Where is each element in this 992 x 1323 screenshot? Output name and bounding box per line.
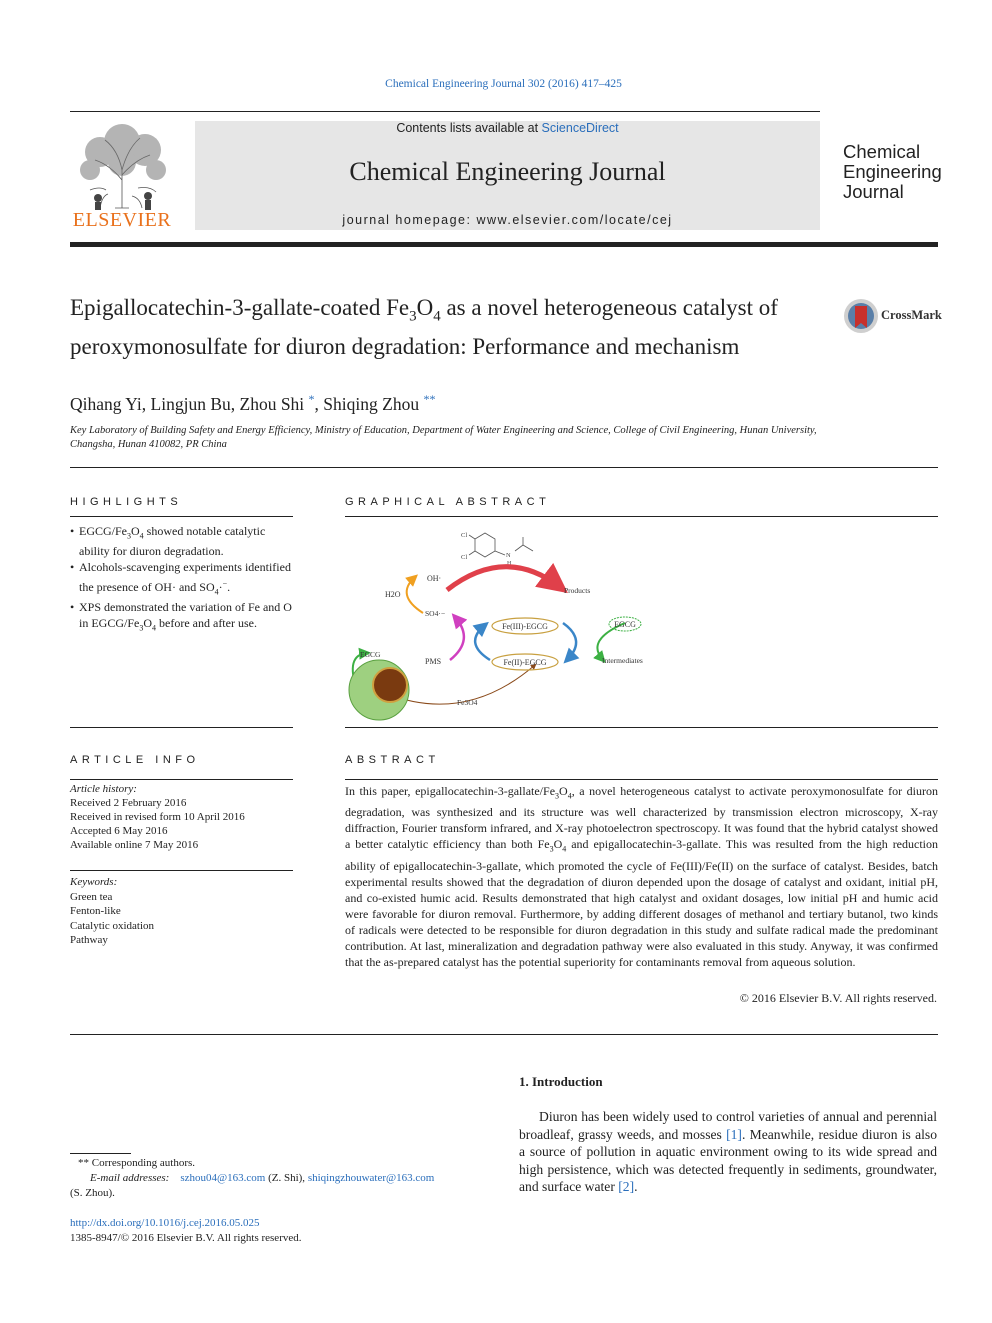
products-label: Products xyxy=(564,586,591,595)
title-subscript: 3 xyxy=(409,308,417,325)
homepage-link[interactable]: www.elsevier.com/locate/cej xyxy=(476,213,673,227)
abstract-copyright: © 2016 Elsevier B.V. All rights reserved. xyxy=(739,991,937,1005)
journal-banner xyxy=(195,121,820,230)
divider xyxy=(70,779,293,780)
history-item: Received in revised form 10 April 2016 xyxy=(70,811,245,823)
highlight-text: showed notable catalytic ability for diuron degradation. xyxy=(79,524,266,559)
molecule-n-label: N xyxy=(506,552,511,559)
egcg-left-label: EGCG xyxy=(360,650,381,659)
highlights-heading: HIGHLIGHTS xyxy=(70,496,183,508)
corresponding-note xyxy=(70,1156,490,1171)
footnote-mark: ** xyxy=(78,1157,89,1169)
crossmark-icon xyxy=(843,298,879,334)
highlight-item xyxy=(70,524,295,560)
affiliation: Key Laboratory of Building Safety and Energy Efficiency, Ministry of Education, Department of Water Engineering and Science, College of Civil Engineering, Hunan University, Changsha, Hunan 410082, PR China xyxy=(70,425,817,450)
highlight-subscript: 4 xyxy=(214,587,219,597)
highlight-subscript: 4 xyxy=(152,623,157,633)
corresponding-mark[interactable]: * xyxy=(308,392,315,406)
keyword-item: Catalytic oxidation xyxy=(70,919,155,932)
author-list: Qihang Yi, Lingjun Bu, Zhou Shi *, Shiqing Zhou ** xyxy=(70,392,436,414)
fe3o4-label: Fe3O4 xyxy=(457,698,478,707)
graphical-abstract-heading: GRAPHICAL ABSTRACT xyxy=(345,496,551,508)
abstract-heading: ABSTRACT xyxy=(345,754,440,766)
highlight-text: · xyxy=(218,579,223,594)
pms-label: PMS xyxy=(425,657,442,666)
highlight-superscript: − xyxy=(222,578,228,588)
oh-to-products-arrow xyxy=(447,567,560,590)
highlight-text: before and after use. xyxy=(156,615,257,630)
highlight-text: EGCG/Fe xyxy=(79,524,127,538)
doi-block xyxy=(70,1216,302,1246)
corresponding-mark[interactable]: ** xyxy=(423,392,436,406)
author-name[interactable]: Zhou Shi xyxy=(239,393,305,414)
email-link[interactable]: szhou04@163.com xyxy=(180,1172,266,1184)
highlight-text: . xyxy=(227,579,231,594)
introduction-text xyxy=(519,1108,937,1196)
title-part: as a novel heterogeneous catalyst of peroxymonosulfate for diuron degradation: Performance and mechanism xyxy=(70,295,778,359)
divider xyxy=(70,1034,938,1035)
molecule-cl-label: Cl xyxy=(461,554,468,561)
highlight-item xyxy=(70,560,295,600)
divider xyxy=(70,727,293,728)
abstract-run: and epigallocatechin-3-gallate. This was resulted from the high reduction ability of epigallocatechin-3-gallate, which promoted the cycle of Fe(III)/Fe(II) on the surface of catalyst. Besides, batch experimental results showed that the degradation of diuron depended upon the dosage of catalyst and oxidant, initial pH, and co-existed humic acid. Results demonstrated that high catalyst and oxidant dosages, low initial pH and humic acid were favorable for diuron removal. Furthermore, by adding different dosages of methanol and tertiary butanol, two kinds of radicals were detected to be responsible for diuron degradation in this study and sulfate radical made the predominant contribution. At last, mineralization and degradation pathway were also evaluated in this study. Anyway, it was confirmed that the as-prepared catalyst has the potential superiority for contaminants removal from aqueous solution. xyxy=(345,837,939,969)
corresponding-text: Corresponding authors. xyxy=(89,1157,196,1169)
title-part: O xyxy=(416,295,434,320)
author-name[interactable]: Qihang Yi xyxy=(70,393,142,414)
abstract-subscript: 3 xyxy=(549,844,554,854)
email-owner: (Z. Shi), xyxy=(265,1172,308,1184)
sciencedirect-link[interactable]: ScienceDirect xyxy=(541,121,619,135)
highlight-text: O xyxy=(143,615,153,630)
footnote xyxy=(70,1156,490,1201)
homepage-prefix: journal homepage: xyxy=(342,213,477,227)
fe-cycle-left-arrow xyxy=(475,625,490,660)
title-part: Epigallocatechin-3-gallate-coated Fe xyxy=(70,295,410,320)
header-top-rule xyxy=(70,111,820,112)
journal-name: Chemical Engineering Journal xyxy=(349,157,666,186)
cover-title-line: Chemical xyxy=(843,141,921,162)
intro-run: Diuron has been widely used to control varieties of annual and perennial broadleaf, grassy weeds, and mosses xyxy=(519,1109,937,1142)
highlight-text: O xyxy=(131,524,140,538)
oh-radical-label: OH· xyxy=(427,574,442,583)
keyword-item: Pathway xyxy=(70,934,108,946)
cover-title-line: Journal xyxy=(843,181,904,202)
journal-reference-link[interactable]: Chemical Engineering Journal 302 (2016) 417–425 xyxy=(385,78,622,90)
article-info xyxy=(70,782,300,852)
issn-line: 1385-8947/© 2016 Elsevier B.V. All rights reserved. xyxy=(70,1232,302,1244)
abstract-run: O xyxy=(559,784,568,798)
divider xyxy=(70,870,293,871)
molecule-h-label: H xyxy=(507,561,512,567)
journal-homepage xyxy=(195,213,820,227)
journal-cover-title xyxy=(843,142,953,202)
doi-link[interactable]: http://dx.doi.org/10.1016/j.cej.2016.05.025 xyxy=(70,1217,260,1229)
divider xyxy=(70,516,293,517)
contents-prefix: Contents lists available at xyxy=(396,121,542,135)
elsevier-logo xyxy=(70,120,174,232)
fe3-egcg-label: Fe(III)-EGCG xyxy=(502,622,548,631)
catalyst-core xyxy=(373,668,407,702)
so4-radical-label: SO4·− xyxy=(425,609,446,618)
header-bottom-rule xyxy=(70,242,938,247)
divider xyxy=(345,779,938,780)
intro-run: . xyxy=(634,1179,638,1194)
abstract-text xyxy=(345,783,938,970)
keywords-label: Keywords: xyxy=(70,876,118,888)
highlight-text: XPS demonstrated the variation of Fe and O in EGCG/Fe xyxy=(79,599,292,630)
highlight-subscript: 4 xyxy=(139,531,144,541)
abstract-run: , a novel heterogeneous catalyst to activate peroxymonosulfate for diuron degradation, was synthesized and its structure was well characterized by transmission electron microscopy, X-ray diffraction, Fourier transform infrared, and X-ray photoelectron spectroscopy. It was found that the hybrid catalyst showed a better catalytic efficiency than both Fe xyxy=(345,784,939,852)
molecule-cl-label: Cl xyxy=(461,532,468,539)
email-link[interactable]: shiqingzhouwater@163.com xyxy=(307,1172,435,1184)
elsevier-tree-icon xyxy=(70,120,174,212)
email-owner-line: (S. Zhou). xyxy=(70,1187,115,1199)
footnote-rule xyxy=(70,1153,131,1154)
article-title xyxy=(70,293,830,361)
keywords xyxy=(70,875,300,948)
abstract-subscript: 4 xyxy=(562,844,567,854)
keyword-item: Green tea xyxy=(70,890,113,903)
highlight-text: Alcohols-scavenging experiments identified the presence of OH· and SO xyxy=(79,559,291,594)
crossmark-button[interactable] xyxy=(843,298,953,334)
keyword-item: Fenton-like xyxy=(70,905,121,917)
divider xyxy=(345,516,938,517)
author-name[interactable]: Shiqing Zhou xyxy=(323,393,420,414)
cover-title-line: Engineering xyxy=(843,161,942,182)
diuron-structure xyxy=(469,533,533,557)
intro-run: . Meanwhile, residue diuron is also a source of pollution in aquatic environment owing to its wide spread and high persistence, which was detected frequently in sediments, groundwater, and surface water xyxy=(519,1126,938,1194)
graphical-abstract-figure xyxy=(345,525,665,725)
highlights-list xyxy=(70,524,295,636)
article-info-heading: ARTICLE INFO xyxy=(70,754,200,766)
author-name[interactable]: Lingjun Bu xyxy=(150,393,231,414)
pms-cycle-arrow xyxy=(450,617,464,660)
contents-line xyxy=(195,121,820,135)
citation-link[interactable]: [2] xyxy=(618,1179,635,1194)
intermediates-label: Intermediates xyxy=(602,656,643,665)
email-line xyxy=(70,1171,490,1186)
title-subscript: 4 xyxy=(433,308,441,325)
history-label: Article history: xyxy=(70,783,137,795)
highlight-subscript: 3 xyxy=(127,531,131,541)
history-item: Available online 7 May 2016 xyxy=(70,839,199,851)
h2o-cycle-arrow xyxy=(407,577,423,613)
fe-cycle-right-arrow xyxy=(563,623,576,660)
citation-link[interactable]: [1] xyxy=(726,1126,742,1142)
fe2-egcg-label: Fe(II)-EGCG xyxy=(503,658,547,667)
divider xyxy=(70,467,938,468)
elsevier-wordmark: ELSEVIER xyxy=(72,209,172,231)
history-item: Received 2 February 2016 xyxy=(70,797,187,809)
introduction-heading: 1. Introduction xyxy=(519,1074,603,1089)
divider xyxy=(345,727,938,728)
highlight-subscript: 3 xyxy=(139,623,144,633)
egcg-right-label: EGCG xyxy=(614,620,636,629)
abstract-run: In this paper, epigallocatechin-3-gallate/Fe xyxy=(345,784,556,798)
crossmark-label: CrossMark xyxy=(881,308,942,322)
h2o-label: H2O xyxy=(385,590,401,599)
history-item: Accepted 6 May 2016 xyxy=(70,825,168,837)
highlight-item xyxy=(70,600,295,636)
abstract-run: O xyxy=(553,837,563,852)
abstract-subscript: 4 xyxy=(567,791,572,801)
abstract-subscript: 3 xyxy=(555,791,560,801)
email-label: E-mail addresses: xyxy=(90,1172,170,1184)
